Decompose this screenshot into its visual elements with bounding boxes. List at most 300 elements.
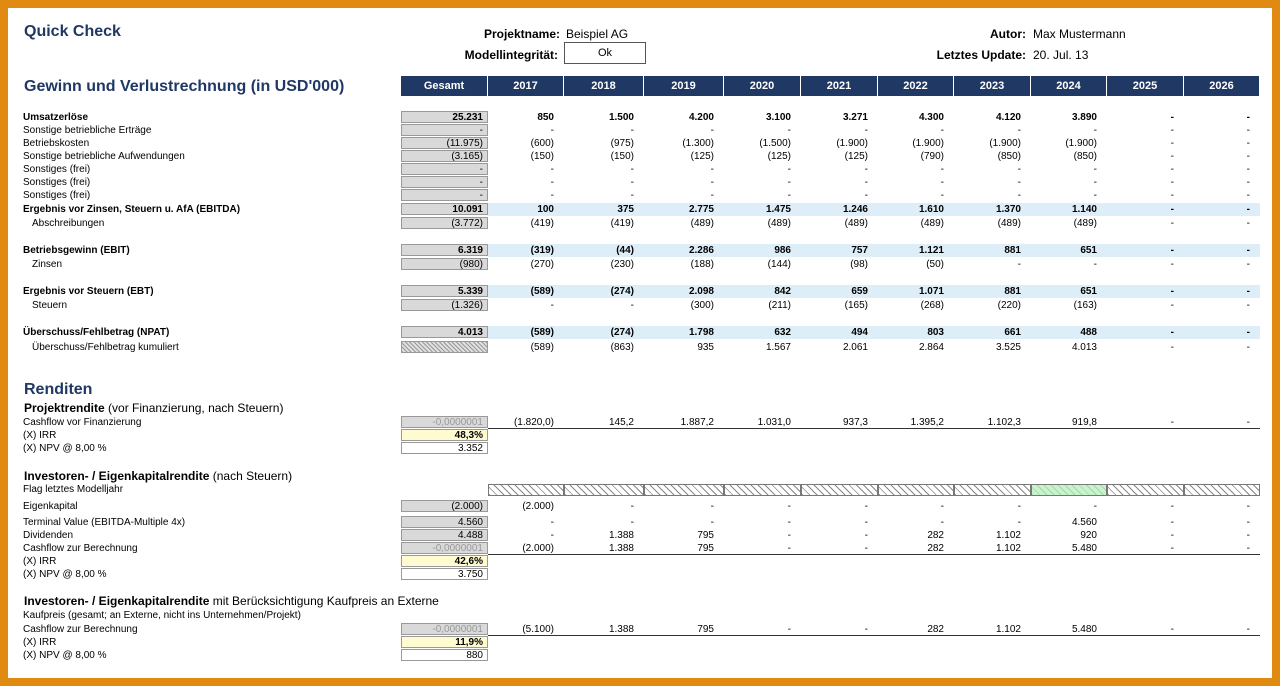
flag-cell[interactable] <box>564 484 644 496</box>
year-value-cell[interactable]: 4.300 <box>918 112 944 123</box>
row-label: Zinsen <box>32 259 63 270</box>
year-value-cell[interactable]: 4.560 <box>1071 517 1097 528</box>
total-cell[interactable]: - <box>401 176 488 188</box>
total-cell[interactable] <box>401 341 488 353</box>
year-value-cell[interactable]: - <box>1170 530 1174 541</box>
year-value-cell[interactable]: 1.887,2 <box>680 417 714 428</box>
column-header-2018[interactable]: 2018 <box>564 76 644 96</box>
year-value-cell[interactable]: 1.102 <box>995 530 1021 541</box>
row-label: Abschreibungen <box>32 218 105 229</box>
year-value-cell[interactable]: - <box>1170 300 1174 311</box>
year-value-cell[interactable]: 4.013 <box>1071 342 1097 353</box>
year-value-cell[interactable]: - <box>550 125 554 136</box>
year-value-cell[interactable]: - <box>787 125 791 136</box>
year-value-cell[interactable]: (489) <box>920 218 944 229</box>
year-value-cell[interactable]: 1.388 <box>608 530 634 541</box>
row-label: Betriebsgewinn (EBIT) <box>23 245 130 256</box>
year-value-cell[interactable]: - <box>1246 286 1250 297</box>
year-value-cell[interactable]: (5.100) <box>522 624 554 635</box>
year-value-cell[interactable]: - <box>1170 327 1174 338</box>
year-value-cell[interactable]: - <box>940 190 944 201</box>
table-row <box>8 285 1272 298</box>
year-value-cell[interactable]: (44) <box>616 245 634 256</box>
year-value-cell[interactable]: - <box>1017 125 1021 136</box>
year-value-cell[interactable]: 4.120 <box>995 112 1021 123</box>
year-value-cell[interactable]: (268) <box>920 300 944 311</box>
table-row <box>8 429 1272 442</box>
total-cell[interactable]: -0,0000001 <box>401 416 488 428</box>
year-value-cell[interactable]: 1.102,3 <box>987 417 1021 428</box>
year-value-cell[interactable]: 3.100 <box>765 112 791 123</box>
year-value-cell[interactable]: - <box>864 164 868 175</box>
year-value-cell[interactable]: (419) <box>530 218 554 229</box>
year-value-cell[interactable]: (50) <box>926 259 944 270</box>
row-label: Sonstiges (frei) <box>23 177 91 188</box>
flag-cell[interactable] <box>801 484 878 496</box>
year-value-cell[interactable]: - <box>864 190 868 201</box>
year-value-cell[interactable]: 5.480 <box>1071 624 1097 635</box>
row-label: (X) IRR <box>23 556 57 567</box>
year-value-cell[interactable]: (589) <box>530 342 554 353</box>
year-value-cell[interactable]: (125) <box>690 151 714 162</box>
year-value-cell[interactable]: (790) <box>920 151 944 162</box>
year-value-cell[interactable]: (220) <box>997 300 1021 311</box>
year-value-cell[interactable]: - <box>864 501 868 512</box>
year-value-cell[interactable]: 1.071 <box>918 286 944 297</box>
total-cell[interactable]: 4.560 <box>401 516 488 528</box>
year-value-cell[interactable]: - <box>1170 517 1174 528</box>
year-value-cell[interactable]: - <box>630 177 634 188</box>
investorenrendite-heading <box>24 469 292 483</box>
year-value-cell[interactable]: (489) <box>767 218 791 229</box>
year-value-cell[interactable]: - <box>550 190 554 201</box>
year-value-cell[interactable]: 3.890 <box>1071 112 1097 123</box>
year-value-cell[interactable]: - <box>1246 530 1250 541</box>
row-label: Betriebskosten <box>23 138 90 149</box>
year-value-cell[interactable]: 1.610 <box>918 204 944 215</box>
year-value-cell[interactable]: (1.300) <box>682 138 714 149</box>
table-row <box>8 176 1272 189</box>
year-value-cell[interactable]: - <box>1246 164 1250 175</box>
year-value-cell[interactable]: - <box>1246 190 1250 201</box>
year-value-cell[interactable]: - <box>630 501 634 512</box>
year-value-cell[interactable]: - <box>1246 624 1250 635</box>
flag-cell[interactable] <box>878 484 954 496</box>
flag-cell[interactable] <box>644 484 724 496</box>
year-value-cell[interactable]: - <box>1246 177 1250 188</box>
year-value-cell[interactable]: (589) <box>530 286 554 297</box>
autor-label: Autor: <box>990 27 1026 41</box>
year-value-cell[interactable]: - <box>1093 501 1097 512</box>
spreadsheet-sheet <box>8 8 1272 678</box>
table-row <box>8 124 1272 137</box>
table-row <box>8 299 1272 312</box>
year-value-cell[interactable]: 282 <box>927 530 944 541</box>
year-value-cell[interactable]: (150) <box>610 151 634 162</box>
year-value-cell[interactable]: 919,8 <box>1071 417 1097 428</box>
year-value-cell[interactable]: 937,3 <box>842 417 868 428</box>
year-value-cell[interactable]: - <box>1170 112 1174 123</box>
year-value-cell[interactable]: (125) <box>767 151 791 162</box>
kaufpreis-heading-normal: mit Berücksichtigung Kaufpreis an Externe <box>209 594 439 608</box>
column-header-2020[interactable]: 2020 <box>724 76 801 96</box>
year-value-cell[interactable]: (1.500) <box>759 138 791 149</box>
year-value-cell[interactable]: - <box>550 164 554 175</box>
year-value-cell[interactable]: - <box>1246 259 1250 270</box>
year-value-cell[interactable]: - <box>1170 417 1174 428</box>
year-value-cell[interactable]: - <box>787 177 791 188</box>
year-value-cell[interactable]: (489) <box>1073 218 1097 229</box>
year-value-cell[interactable]: (1.900) <box>836 138 868 149</box>
year-value-cell[interactable]: 795 <box>697 530 714 541</box>
year-value-cell[interactable]: 3.525 <box>995 342 1021 353</box>
year-value-cell[interactable]: 842 <box>774 286 791 297</box>
year-value-cell[interactable]: - <box>1246 245 1250 256</box>
year-value-cell[interactable]: 881 <box>1004 286 1021 297</box>
row-label: Überschuss/Fehlbetrag kumuliert <box>32 342 179 353</box>
year-value-cell[interactable]: - <box>1170 218 1174 229</box>
year-value-cell[interactable]: (2.000) <box>522 501 554 512</box>
year-value-cell[interactable]: (1.900) <box>1065 138 1097 149</box>
total-cell[interactable]: 6.319 <box>401 244 488 256</box>
total-cell[interactable]: 3.750 <box>401 568 488 580</box>
year-value-cell[interactable]: - <box>1017 190 1021 201</box>
year-value-cell[interactable]: - <box>550 517 554 528</box>
year-value-cell[interactable]: 2.864 <box>918 342 944 353</box>
row-label: Ergebnis vor Zinsen, Steuern u. AfA (EBITDA) <box>23 204 241 215</box>
update-label: Letztes Update: <box>936 48 1026 62</box>
table-row <box>8 111 1272 124</box>
year-value-cell[interactable]: 986 <box>774 245 791 256</box>
year-value-cell[interactable]: - <box>864 624 868 635</box>
investorenrendite-heading-normal: (nach Steuern) <box>209 469 293 483</box>
year-value-cell[interactable]: - <box>1246 112 1250 123</box>
year-value-cell[interactable]: 494 <box>851 327 868 338</box>
year-value-cell[interactable]: - <box>1017 177 1021 188</box>
total-cell[interactable]: 11,9% <box>401 636 488 648</box>
year-value-cell[interactable]: 1.121 <box>918 245 944 256</box>
year-value-cell[interactable]: (863) <box>610 342 634 353</box>
year-value-cell[interactable]: - <box>1246 218 1250 229</box>
row-label: Sonstiges (frei) <box>23 164 91 175</box>
year-value-cell[interactable]: - <box>1170 151 1174 162</box>
row-label: Cashflow vor Finanzierung <box>23 417 142 428</box>
total-cell[interactable]: 880 <box>401 649 488 661</box>
year-value-cell[interactable]: - <box>1170 245 1174 256</box>
year-value-cell[interactable]: (211) <box>768 300 791 311</box>
year-value-cell[interactable]: 375 <box>617 204 634 215</box>
year-value-cell[interactable]: (274) <box>610 286 634 297</box>
total-cell[interactable]: (3.165) <box>401 150 488 162</box>
column-header-2021[interactable]: 2021 <box>801 76 878 96</box>
year-value-cell[interactable]: 2.098 <box>688 286 714 297</box>
year-value-cell[interactable]: (165) <box>844 300 868 311</box>
year-value-cell[interactable]: - <box>710 125 714 136</box>
total-cell[interactable]: -0,0000001 <box>401 542 488 554</box>
row-label: Cashflow zur Berechnung <box>23 624 138 635</box>
year-value-cell[interactable]: - <box>710 164 714 175</box>
modellintegritaet-status-box[interactable]: Ok <box>564 42 646 64</box>
year-value-cell[interactable]: 2.775 <box>688 204 714 215</box>
year-value-cell[interactable]: 1.102 <box>995 543 1021 554</box>
year-value-cell[interactable]: - <box>1093 259 1097 270</box>
year-value-cell[interactable]: - <box>1246 151 1250 162</box>
year-value-cell[interactable]: 282 <box>927 543 944 554</box>
column-header-2019[interactable]: 2019 <box>644 76 724 96</box>
year-value-cell[interactable]: 850 <box>537 112 554 123</box>
year-value-cell[interactable]: 100 <box>537 204 554 215</box>
row-label: Überschuss/Fehlbetrag (NPAT) <box>23 327 170 338</box>
autor-value[interactable]: Max Mustermann <box>1033 27 1126 41</box>
year-value-cell[interactable]: 803 <box>927 327 944 338</box>
year-value-cell[interactable]: - <box>1246 517 1250 528</box>
projektrendite-heading-normal: (vor Finanzierung, nach Steuern) <box>104 401 284 415</box>
total-cell[interactable]: 5.339 <box>401 285 488 297</box>
year-value-cell[interactable]: - <box>1246 342 1250 353</box>
column-header-gesamt[interactable]: Gesamt <box>401 76 488 96</box>
year-value-cell[interactable]: - <box>787 543 791 554</box>
year-value-cell[interactable]: - <box>864 177 868 188</box>
year-value-cell[interactable]: 2.286 <box>688 245 714 256</box>
year-value-cell[interactable]: - <box>1093 190 1097 201</box>
row-label: Sonstiges (frei) <box>23 190 91 201</box>
year-value-cell[interactable]: - <box>787 190 791 201</box>
year-value-cell[interactable]: (1.900) <box>912 138 944 149</box>
flag-cell[interactable] <box>724 484 801 496</box>
year-value-cell[interactable]: (489) <box>844 218 868 229</box>
year-value-cell[interactable]: 651 <box>1080 286 1097 297</box>
year-value-cell[interactable]: - <box>1170 125 1174 136</box>
year-value-cell[interactable]: 1.140 <box>1071 204 1097 215</box>
year-value-cell[interactable]: - <box>630 125 634 136</box>
year-value-cell[interactable]: - <box>1246 138 1250 149</box>
table-row <box>8 217 1272 230</box>
year-value-cell[interactable]: - <box>710 501 714 512</box>
year-value-cell[interactable]: 1.388 <box>608 624 634 635</box>
year-value-cell[interactable]: - <box>1093 125 1097 136</box>
table-row <box>8 542 1272 555</box>
table-row <box>8 568 1272 581</box>
update-value[interactable]: 20. Jul. 13 <box>1033 48 1089 62</box>
year-value-cell[interactable]: (300) <box>690 300 714 311</box>
total-cell[interactable]: 25.231 <box>401 111 488 123</box>
total-cell[interactable]: 4.013 <box>401 326 488 338</box>
year-value-cell[interactable]: - <box>787 164 791 175</box>
year-value-cell[interactable]: - <box>1017 517 1021 528</box>
total-cell[interactable]: 10.091 <box>401 203 488 215</box>
year-value-cell[interactable]: - <box>1246 125 1250 136</box>
year-value-cell[interactable]: 1.370 <box>995 204 1021 215</box>
year-value-cell[interactable]: - <box>940 125 944 136</box>
year-value-cell[interactable]: - <box>1017 259 1021 270</box>
year-value-cell[interactable]: - <box>787 517 791 528</box>
year-value-cell[interactable]: - <box>550 530 554 541</box>
year-value-cell[interactable]: - <box>1246 300 1250 311</box>
year-value-cell[interactable]: 282 <box>927 624 944 635</box>
year-value-cell[interactable]: (850) <box>1073 151 1097 162</box>
year-value-cell[interactable]: 1.475 <box>765 204 791 215</box>
year-value-cell[interactable]: - <box>1017 164 1021 175</box>
year-value-cell[interactable]: - <box>1017 501 1021 512</box>
year-value-cell[interactable]: 935 <box>697 342 714 353</box>
year-value-cell[interactable]: 795 <box>697 543 714 554</box>
year-value-cell[interactable]: 488 <box>1080 327 1097 338</box>
year-value-cell[interactable]: - <box>550 300 554 311</box>
year-value-cell[interactable]: 1.031,0 <box>757 417 791 428</box>
total-cell[interactable]: - <box>401 189 488 201</box>
year-value-cell[interactable]: - <box>1170 138 1174 149</box>
year-value-cell[interactable]: - <box>1170 286 1174 297</box>
total-cell[interactable]: 48,3% <box>401 429 488 441</box>
year-value-cell[interactable]: - <box>1246 501 1250 512</box>
row-label: Sonstige betriebliche Aufwendungen <box>23 151 185 162</box>
year-value-cell[interactable]: - <box>864 543 868 554</box>
total-cell[interactable]: (980) <box>401 258 488 270</box>
table-row <box>8 636 1272 649</box>
year-value-cell[interactable]: 1.102 <box>995 624 1021 635</box>
year-value-cell[interactable]: - <box>940 501 944 512</box>
year-value-cell[interactable]: (489) <box>690 218 714 229</box>
year-value-cell[interactable]: - <box>630 517 634 528</box>
projektrendite-heading-bold: Projektrendite <box>24 401 105 415</box>
flag-cell[interactable] <box>1031 484 1107 496</box>
year-value-cell[interactable]: - <box>940 177 944 188</box>
year-value-cell[interactable]: - <box>864 517 868 528</box>
year-value-cell[interactable]: (2.000) <box>522 543 554 554</box>
column-header-2026[interactable]: 2026 <box>1184 76 1260 96</box>
flag-cell[interactable] <box>1107 484 1184 496</box>
year-value-cell[interactable]: 1.798 <box>688 327 714 338</box>
total-cell[interactable]: (2.000) <box>401 500 488 512</box>
year-value-cell[interactable]: - <box>940 517 944 528</box>
column-header-2025[interactable]: 2025 <box>1107 76 1184 96</box>
year-value-cell[interactable]: 795 <box>697 624 714 635</box>
flag-cell[interactable] <box>488 484 564 496</box>
year-value-cell[interactable]: 145,2 <box>608 417 634 428</box>
year-value-cell[interactable]: (1.820,0) <box>513 417 554 428</box>
year-value-cell[interactable]: - <box>1093 164 1097 175</box>
year-value-cell[interactable]: 632 <box>774 327 791 338</box>
total-cell[interactable]: (11.975) <box>401 137 488 149</box>
year-value-cell[interactable]: - <box>710 517 714 528</box>
year-value-cell[interactable]: (230) <box>610 259 634 270</box>
year-value-cell[interactable]: (274) <box>610 327 634 338</box>
year-value-cell[interactable]: - <box>1170 164 1174 175</box>
year-value-cell[interactable]: - <box>1170 501 1174 512</box>
year-value-cell[interactable]: 659 <box>851 286 868 297</box>
year-value-cell[interactable]: 1.500 <box>608 112 634 123</box>
table-row <box>8 500 1272 513</box>
total-cell[interactable]: (3.772) <box>401 217 488 229</box>
projektrendite-heading <box>24 401 283 415</box>
year-value-cell[interactable]: (1.900) <box>989 138 1021 149</box>
year-value-cell[interactable]: - <box>1093 177 1097 188</box>
total-cell[interactable]: 42,6% <box>401 555 488 567</box>
year-value-cell[interactable]: - <box>630 300 634 311</box>
column-header-2022[interactable]: 2022 <box>878 76 954 96</box>
year-value-cell[interactable]: 3.271 <box>842 112 868 123</box>
year-value-cell[interactable]: - <box>1170 259 1174 270</box>
year-value-cell[interactable]: 920 <box>1080 530 1097 541</box>
year-value-cell[interactable]: - <box>1170 190 1174 201</box>
year-value-cell[interactable]: 1.388 <box>608 543 634 554</box>
column-header-2017[interactable]: 2017 <box>488 76 564 96</box>
year-value-cell[interactable]: (270) <box>530 259 554 270</box>
year-value-cell[interactable]: - <box>630 190 634 201</box>
projektname-value[interactable]: Beispiel AG <box>566 27 629 41</box>
total-cell[interactable]: - <box>401 163 488 175</box>
year-value-cell[interactable]: 1.395,2 <box>910 417 944 428</box>
total-cell[interactable]: 3.352 <box>401 442 488 454</box>
year-value-cell[interactable]: - <box>787 501 791 512</box>
year-value-cell[interactable]: - <box>1246 327 1250 338</box>
guv-section-title: Gewinn und Verlustrechnung (in USD'000) <box>24 78 345 95</box>
year-value-cell[interactable]: (125) <box>844 151 868 162</box>
year-value-cell[interactable]: - <box>1170 624 1174 635</box>
year-value-cell[interactable]: (600) <box>530 138 554 149</box>
year-value-cell[interactable]: 757 <box>851 245 868 256</box>
year-value-cell[interactable]: 2.061 <box>842 342 868 353</box>
flag-cell[interactable] <box>1184 484 1260 496</box>
year-value-cell[interactable]: (589) <box>530 327 554 338</box>
year-value-cell[interactable]: (419) <box>610 218 634 229</box>
year-value-cell[interactable]: (163) <box>1073 300 1097 311</box>
year-value-cell[interactable]: (144) <box>767 259 791 270</box>
table-row <box>8 649 1272 662</box>
year-value-cell[interactable]: - <box>1246 543 1250 554</box>
year-value-cell[interactable]: - <box>710 190 714 201</box>
year-value-cell[interactable]: - <box>1246 204 1250 215</box>
year-value-cell[interactable]: (188) <box>690 259 714 270</box>
year-value-cell[interactable]: 651 <box>1080 245 1097 256</box>
year-value-cell[interactable]: 881 <box>1004 245 1021 256</box>
year-value-cell[interactable]: 661 <box>1004 327 1021 338</box>
year-value-cell[interactable]: - <box>630 164 634 175</box>
year-value-cell[interactable]: - <box>1170 342 1174 353</box>
year-value-cell[interactable]: (319) <box>530 245 554 256</box>
column-header-2023[interactable]: 2023 <box>954 76 1031 96</box>
year-value-cell[interactable]: - <box>550 177 554 188</box>
year-value-cell[interactable]: (150) <box>530 151 554 162</box>
year-value-cell[interactable]: - <box>1170 543 1174 554</box>
year-value-cell[interactable]: - <box>1246 417 1250 428</box>
total-cell[interactable]: - <box>401 124 488 136</box>
column-header-2024[interactable]: 2024 <box>1031 76 1107 96</box>
year-value-cell[interactable]: 5.480 <box>1071 543 1097 554</box>
year-value-cell[interactable]: (975) <box>610 138 634 149</box>
year-value-cell[interactable]: (850) <box>997 151 1021 162</box>
total-cell[interactable]: (1.326) <box>401 299 488 311</box>
year-value-cell[interactable]: (98) <box>850 259 868 270</box>
sheet-title: Quick Check <box>24 23 121 40</box>
year-value-cell[interactable]: 1.246 <box>842 204 868 215</box>
year-value-cell[interactable]: - <box>1170 204 1174 215</box>
year-value-cell[interactable]: 4.200 <box>688 112 714 123</box>
year-value-cell[interactable]: (489) <box>997 218 1021 229</box>
year-value-cell[interactable]: 1.567 <box>765 342 791 353</box>
year-value-cell[interactable]: - <box>787 624 791 635</box>
flag-cell[interactable] <box>954 484 1031 496</box>
year-value-cell[interactable]: - <box>864 530 868 541</box>
total-cell[interactable]: -0,0000001 <box>401 623 488 635</box>
year-value-cell[interactable]: - <box>710 177 714 188</box>
total-cell[interactable]: 4.488 <box>401 529 488 541</box>
year-value-cell[interactable]: - <box>1170 177 1174 188</box>
year-value-cell[interactable]: - <box>787 530 791 541</box>
year-value-cell[interactable]: - <box>940 164 944 175</box>
year-value-cell[interactable]: - <box>864 125 868 136</box>
table-row <box>8 623 1272 636</box>
